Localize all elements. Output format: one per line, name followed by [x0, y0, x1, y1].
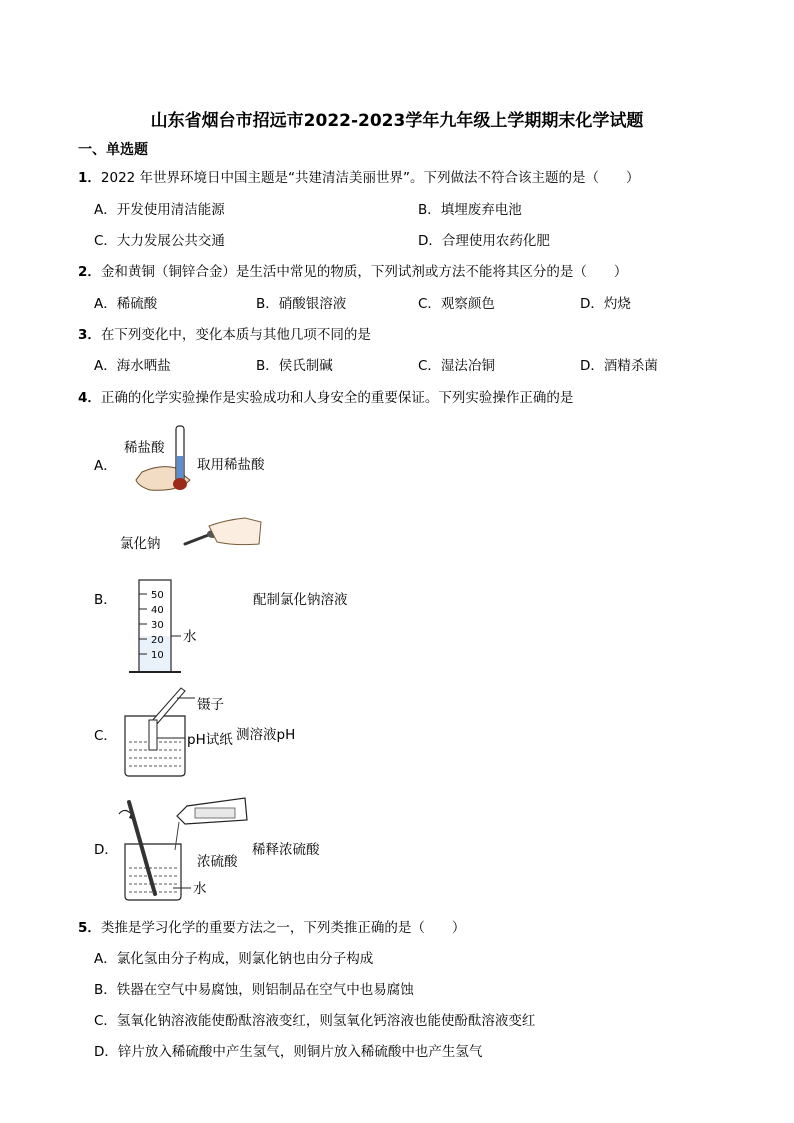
option-2d[interactable]: D．灼烧 [580, 296, 631, 312]
option-1c[interactable]: C．大力发展公共交通 [94, 233, 225, 249]
tick-30: 30 [151, 620, 164, 631]
option-4b[interactable]: B． [94, 592, 117, 608]
question-number: 5． [78, 920, 101, 936]
question-4 [78, 386, 573, 406]
question-text: 2022 年世界环境日中国主题是“共建清洁美丽世界”。下列做法不符合该主题的是（ ） [100, 170, 640, 186]
option-1b[interactable]: B．填埋废弃电池 [418, 202, 522, 218]
section-heading: 一、单选题 [78, 142, 148, 158]
question-number: 3． [78, 327, 101, 343]
option-3c[interactable]: C．湿法冶铜 [418, 358, 495, 374]
spoon-handle [185, 534, 211, 544]
figure-4b-graduated-cylinder [115, 514, 275, 680]
question-text: 正确的化学实验操作是实验成功和人身安全的重要保证。下列实验操作正确的是 [100, 390, 574, 406]
hand-shape [209, 518, 261, 545]
caption-4b: 配制氯化钠溶液 [253, 592, 348, 608]
question-number: 4． [78, 390, 101, 406]
option-1d[interactable]: D．合理使用农药化肥 [418, 233, 550, 249]
question-2 [78, 260, 627, 280]
caption-4a: 取用稀盐酸 [197, 457, 265, 473]
option-2c[interactable]: C．观察颜色 [418, 296, 495, 312]
label-nacl: 氯化钠 [120, 536, 161, 552]
question-text: 金和黄铜（铜锌合金）是生活中常见的物质，下列试剂或方法不能将其区分的是（ ） [100, 264, 628, 280]
option-5a[interactable]: A．氯化氢由分子构成，则氯化钠也由分子构成 [94, 951, 374, 967]
option-5d[interactable]: D．锌片放入稀硫酸中产生氢气，则铜片放入稀硫酸中也产生氢气 [94, 1044, 483, 1060]
option-5c[interactable]: C．氢氧化钠溶液能使酚酞溶液变红，则氢氧化钙溶液也能使酚酞溶液变红 [94, 1013, 536, 1029]
question-number: 1． [78, 170, 101, 186]
tick-10: 10 [151, 650, 164, 661]
label-dilute-hcl: 稀盐酸 [124, 440, 165, 456]
tick-40: 40 [151, 605, 164, 616]
question-5 [78, 916, 465, 936]
page-title: 山东省烟台市招远市2022-2023学年九年级上学期期末化学试题 [150, 111, 644, 131]
label-tweezers: 镊子 [197, 697, 224, 713]
label-conc-h2so4: 浓硫酸 [197, 854, 238, 870]
label-water: 水 [183, 629, 197, 645]
tick-20: 20 [151, 635, 164, 646]
caption-4d: 稀释浓硫酸 [252, 842, 320, 858]
question-text: 在下列变化中，变化本质与其他几项不同的是 [100, 327, 371, 343]
question-1 [78, 166, 640, 186]
option-3a[interactable]: A．海水晒盐 [94, 358, 171, 374]
figure-4c-ph-test [125, 684, 245, 780]
question-number: 2． [78, 264, 101, 280]
ph-paper [149, 720, 157, 750]
option-1a[interactable]: A．开发使用清洁能源 [94, 202, 225, 218]
option-4d[interactable]: D． [94, 842, 118, 858]
option-4a[interactable]: A． [94, 458, 117, 474]
caption-4c: 测溶液pH [236, 727, 296, 743]
bottle-label [195, 808, 235, 818]
bottle-stopper [173, 478, 187, 490]
question-3 [78, 323, 371, 343]
figure-4d-dilute-sulfuric-acid [115, 794, 255, 902]
acid-liquid [177, 456, 183, 480]
option-3d[interactable]: D．酒精杀菌 [580, 358, 658, 374]
option-2b[interactable]: B．硝酸银溶液 [256, 296, 347, 312]
option-2a[interactable]: A．稀硫酸 [94, 296, 158, 312]
option-4c[interactable]: C． [94, 728, 117, 744]
tick-50: 50 [151, 590, 164, 601]
label-ph-paper: pH试纸 [187, 732, 233, 748]
option-5b[interactable]: B．铁器在空气中易腐蚀，则铝制品在空气中也易腐蚀 [94, 982, 414, 998]
question-text: 类推是学习化学的重要方法之一，下列类推正确的是（ ） [100, 920, 466, 936]
label-water: 水 [193, 881, 207, 897]
option-3b[interactable]: B．侯氏制碱 [256, 358, 333, 374]
